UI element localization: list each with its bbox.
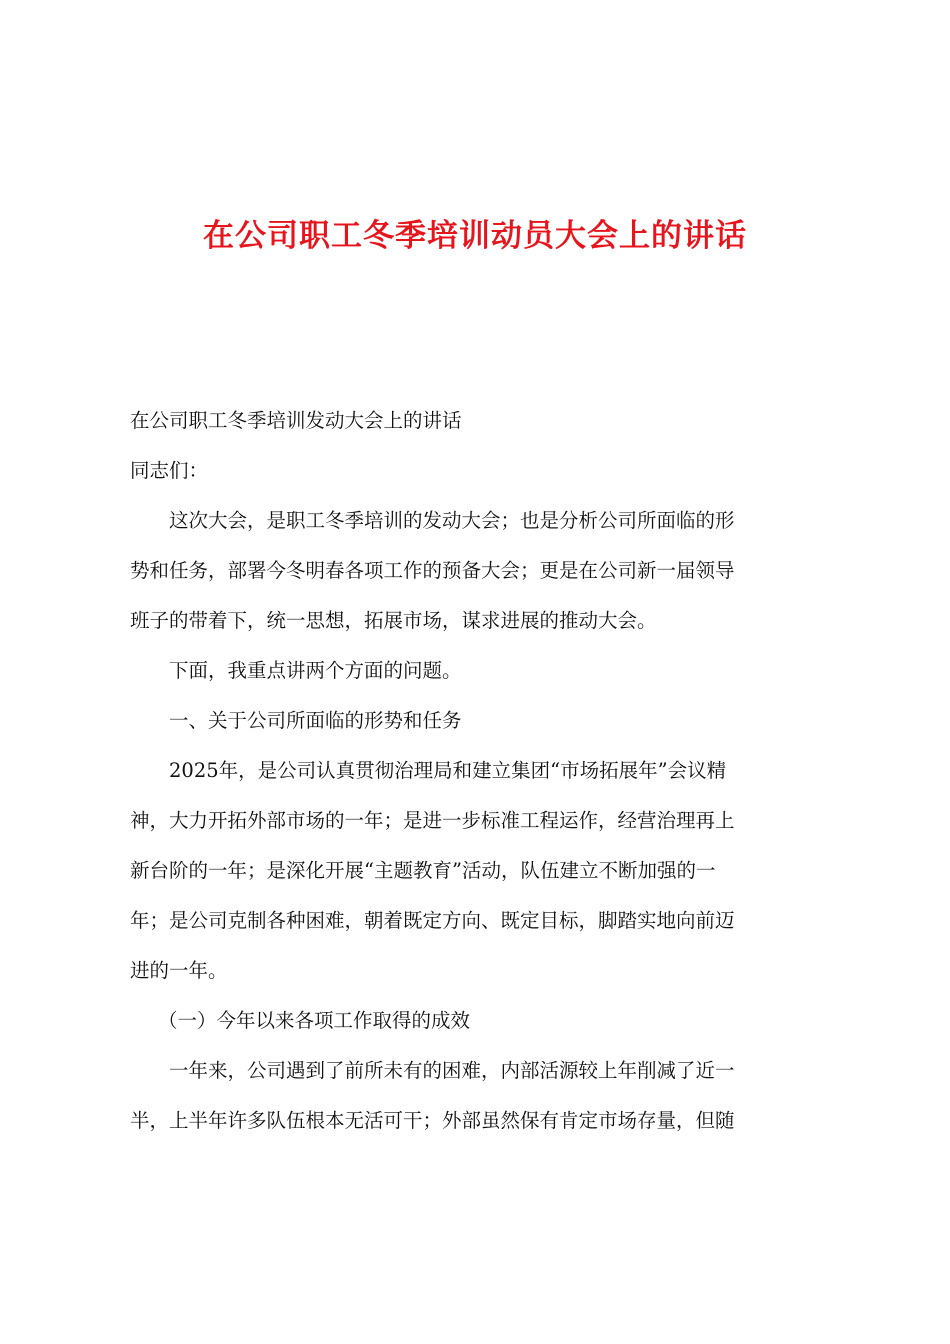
paragraph-line: 下面，我重点讲两个方面的问题。 <box>169 659 462 682</box>
document-body <box>130 396 832 1146</box>
salutation-line: 同志们： <box>130 459 209 482</box>
paragraph-line: 2025年，是公司认真贯彻治理局和建立集团“市场拓展年”会议精 <box>169 759 727 782</box>
document-title: 在公司职工冬季培训动员大会上的讲话 <box>203 218 747 254</box>
section-heading: 一、关于公司所面临的形势和任务 <box>169 709 462 732</box>
paragraph-line: 一年来，公司遇到了前所未有的困难，内部活源较上年削减了近一 <box>169 1059 735 1082</box>
paragraph-line: 势和任务，部署今冬明春各项工作的预备大会；更是在公司新一届领导 <box>130 559 735 582</box>
paragraph-line: 这次大会，是职工冬季培训的发动大会；也是分析公司所面临的形 <box>169 509 735 532</box>
paragraph-line: 神，大力开拓外部市场的一年；是进一步标准工程运作，经营治理再上 <box>130 809 735 832</box>
paragraph-line: 年；是公司克制各种困难，朝着既定方向、既定目标，脚踏实地向前迈 <box>130 909 735 932</box>
paragraph-line: 进的一年。 <box>130 959 228 982</box>
subsection-heading: （一）今年以来各项工作取得的成效 <box>158 1009 471 1032</box>
paragraph-line: 半，上半年许多队伍根本无活可干；外部虽然保有肯定市场存量，但随 <box>130 1109 735 1132</box>
paragraph-line: 新台阶的一年；是深化开展“主题教育”活动，队伍建立不断加强的一 <box>130 859 716 882</box>
paragraph-line: 班子的带着下，统一思想，拓展市场，谋求进展的推动大会。 <box>130 609 657 632</box>
subtitle-line: 在公司职工冬季培训发动大会上的讲话 <box>130 409 462 432</box>
